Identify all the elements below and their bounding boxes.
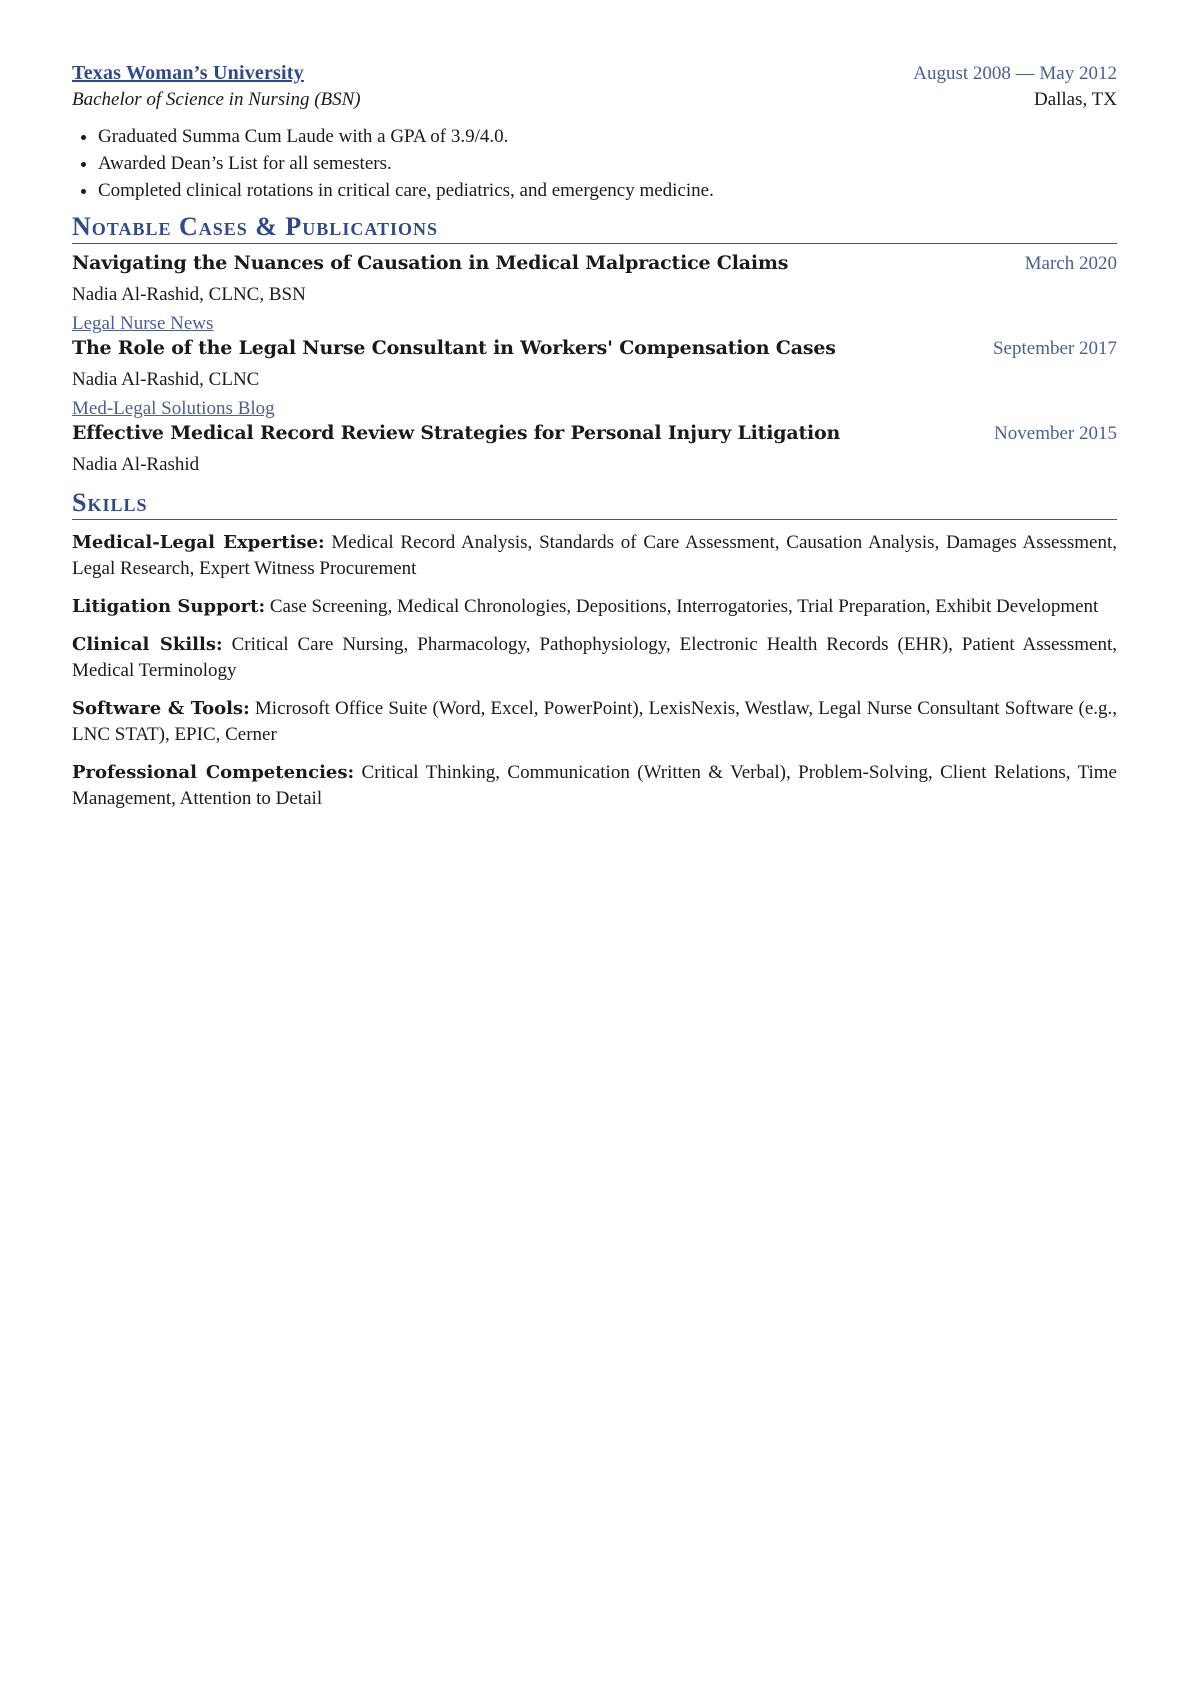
skill-label: Medical-Legal Expertise: [72,532,325,553]
list-item: • Completed clinical rotations in critical care, pediatrics, and emergency medicine. [98,177,1117,204]
publication-entry [72,252,1117,335]
skill-label: Professional Competencies: [72,762,355,783]
skill-text: Case Screening, Medical Chronologies, Depositions, Interrogatories, Trial Preparation, Exhibit Development [269,596,1099,617]
education-bullets [72,123,1117,204]
skill-text: Critical Thinking, Communication (Written & Verbal), Problem-Solving, Client Relations, Time Management, Attention to Detail [72,762,1117,809]
publication-authors: Nadia Al-Rashid, CLNC [72,369,260,390]
list-item: • Graduated Summa Cum Laude with a GPA of 3.9/4.0. [98,123,1117,150]
list-item: • Awarded Dean’s List for all semesters. [98,150,1117,177]
publication-header-row [72,422,1117,445]
skill-item [72,760,1117,812]
publication-date: March 2020 [1024,253,1117,274]
skill-item [72,530,1117,582]
skill-text: Medical Record Analysis, Standards of Care Assessment, Causation Analysis, Damages Assessment, Legal Research, Expert Witness Procurement [72,532,1117,579]
publication-date: November 2015 [994,423,1117,444]
publication-authors: Nadia Al-Rashid, CLNC, BSN [72,284,306,305]
publication-header-row [72,337,1117,360]
section-title-skills: Skills [72,488,1117,520]
education-subheader-row [72,89,1117,111]
institution-link[interactable]: Texas Woman’s University [72,62,304,84]
education-entry [72,62,1117,204]
publication-authors: Nadia Al-Rashid [72,454,200,475]
publication-date: September 2017 [992,338,1117,359]
skill-item [72,696,1117,748]
resume-page [72,62,1117,824]
skill-label: Software & Tools: [72,698,250,719]
publication-title: Effective Medical Record Review Strategies for Personal Injury Litigation [72,422,841,444]
education-header-row [72,62,1117,85]
skill-label: Litigation Support: [72,596,266,617]
section-title-publications: Notable Cases & Publications [72,212,1117,244]
degree-title: Bachelor of Science in Nursing (BSN) [72,89,361,110]
publication-title: Navigating the Nuances of Causation in Medical Malpractice Claims [72,252,789,274]
skill-item [72,632,1117,684]
education-location: Dallas, TX [1033,89,1117,110]
skill-text: Microsoft Office Suite (Word, Excel, PowerPoint), LexisNexis, Westlaw, Legal Nurse Consultant Software (e.g., LNC STAT), EPIC, Cerner [72,698,1117,745]
skills-list [72,530,1117,812]
publication-entry [72,337,1117,420]
skill-item [72,594,1117,620]
skill-text: Critical Care Nursing, Pharmacology, Pathophysiology, Electronic Health Records (EHR), Patient Assessment, Medical Terminology [72,634,1117,681]
publication-venue-link[interactable]: Med-Legal Solutions Blog [72,398,275,419]
publication-title: The Role of the Legal Nurse Consultant in Workers' Compensation Cases [72,337,836,359]
publication-entry [72,422,1117,476]
publication-venue-link[interactable]: Legal Nurse News [72,313,214,334]
skill-label: Clinical Skills: [72,634,223,655]
education-dates: August 2008 — May 2012 [913,63,1117,84]
publication-header-row [72,252,1117,275]
